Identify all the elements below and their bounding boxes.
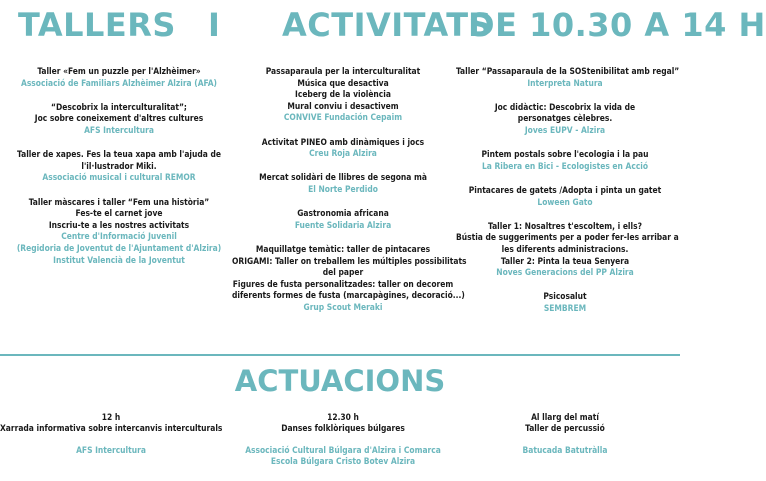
organizer-name: Loween Gato xyxy=(537,196,593,207)
organizer-name: SEMBREM xyxy=(543,302,587,313)
activity-text: Taller «Fem un puzzle per l'Alzhèimer» xyxy=(37,66,201,76)
activity-text: “Descobrix la interculturalitat”; xyxy=(51,101,187,112)
activity-text: Música que desactiva xyxy=(297,77,389,88)
activity-block xyxy=(8,102,230,137)
activity-text: Pintem postals sobre l'ecologia i la pau xyxy=(481,149,649,160)
activity-text: Fes-te el carnet jove xyxy=(75,208,163,219)
actuacio-description: Xarrada informativa sobre intercanvis interculturals xyxy=(0,423,223,433)
activity-block xyxy=(456,185,674,208)
actuacions-title: ACTUACIONS xyxy=(234,364,446,398)
organizer-name: Noves Generacions del PP Alzira xyxy=(496,267,634,278)
activity-text: l'il·lustrador Miki. xyxy=(81,160,157,171)
activity-text: personatges cèlebres. xyxy=(517,113,613,124)
activity-text: Taller 2: Pinta la teua Senyera xyxy=(500,255,630,266)
activity-block xyxy=(456,66,680,89)
organizer-name: Joves EUPV - Alzira xyxy=(524,124,606,135)
organizer-name: El Norte Perdido xyxy=(308,183,378,194)
organizer-name: Escola Búlgara Cristo Botev Alzira xyxy=(270,456,416,466)
activity-block xyxy=(456,291,674,314)
title-word-schedule: DE 10.30 A 14 H xyxy=(468,6,766,44)
activity-text: del paper xyxy=(322,267,364,278)
activity-block xyxy=(232,66,454,124)
organizer-name: Interpreta Natura xyxy=(527,77,603,88)
activity-block xyxy=(232,243,467,314)
organizer-name: Fuente Solidaria Alzira xyxy=(294,219,392,230)
organizer-name: AFS Intercultura xyxy=(76,445,146,455)
activity-text: Joc sobre coneixement d'altres cultures xyxy=(34,113,204,124)
activity-text: Gastronomia africana xyxy=(297,208,389,219)
activity-text: Taller 1: Nosaltres t'escoltem, i ells? xyxy=(488,220,642,231)
title-word-i: I xyxy=(208,6,221,44)
actuacio-time: Al llarg del matí xyxy=(531,412,599,422)
tallers-column-1 xyxy=(8,66,230,279)
activity-text: Joc didàctic: Descobrix la vida de xyxy=(494,101,636,112)
organizer-name: Batucada Batutràlla xyxy=(522,445,608,455)
activity-block xyxy=(8,197,230,267)
organizer-name: Centre d'Informació Juvenil xyxy=(61,231,177,242)
activity-text: Taller de xapes. Fes la teua xapa amb l'ajuda de xyxy=(17,149,221,160)
activity-text: Taller “Passaparaula de la SOStenibilitat amb regal” xyxy=(456,66,680,76)
organizer-name: Associació musical i cultural REMOR xyxy=(42,172,196,183)
activity-text: Mercat solidàri de llibres de segona mà xyxy=(259,172,427,183)
activity-block xyxy=(232,137,454,160)
section-divider xyxy=(0,354,680,356)
actuacio-item-3 xyxy=(456,412,674,456)
activity-text: Psicosalut xyxy=(543,291,587,302)
activity-block xyxy=(8,149,230,184)
activity-text: Inscriu-te a les nostres activitats xyxy=(48,219,190,230)
activity-block xyxy=(456,149,674,172)
activity-block xyxy=(232,208,454,231)
title-word-tallers: TALLERS xyxy=(18,6,176,44)
activity-text: ORIGAMI: Taller on treballem les múltiples possibilitats xyxy=(232,255,467,266)
activity-text: Mural conviu i desactivem xyxy=(287,100,399,111)
actuacio-time: 12 h xyxy=(101,412,121,422)
tallers-column-3 xyxy=(456,66,680,327)
actuacio-description: Danses folklòriques búlgares xyxy=(281,423,405,433)
actuacio-item-2 xyxy=(232,412,454,467)
organizer-name: Grup Scout Meraki xyxy=(303,301,383,312)
page-title xyxy=(0,6,766,50)
title-word-activitats: ACTIVITATS xyxy=(282,6,493,44)
organizer-name: CONVIVE Fundación Cepaim xyxy=(283,112,403,123)
spacer xyxy=(456,434,674,445)
organizer-name: (Regidoria de Joventut de l'Ajuntament d'Alzira) xyxy=(16,242,222,253)
activity-text: Taller màscares i taller “Fem una història” xyxy=(28,196,210,207)
activity-text: Activitat PINEO amb dinàmiques i jocs xyxy=(261,136,425,147)
activity-text: Maquillatge temàtic: taller de pintacares xyxy=(255,243,431,254)
activity-block xyxy=(456,102,674,137)
organizer-name: Associació de Familiars Alzhèimer Alzira (AFA) xyxy=(20,77,217,88)
activity-text: Bústia de suggeriments per a poder fer-les arribar a xyxy=(456,232,679,243)
actuacio-time: 12.30 h xyxy=(327,412,359,422)
organizer-name: AFS Intercultura xyxy=(84,124,154,135)
actuacio-description: Taller de percussió xyxy=(525,423,605,433)
organizer-name: Institut Valencià de la Joventut xyxy=(53,254,185,265)
actuacio-item-1 xyxy=(0,412,222,456)
activity-block xyxy=(456,220,679,279)
tallers-column-2 xyxy=(232,66,467,326)
spacer xyxy=(232,434,454,445)
activity-text: Iceberg de la violència xyxy=(295,89,391,100)
organizer-name: La Ribera en Bici - Ecologistes en Acció xyxy=(481,160,649,171)
activity-text: les diferents administracions. xyxy=(501,243,629,254)
activity-block xyxy=(8,66,230,89)
activity-text: Figures de fusta personalitzades: taller on decorem xyxy=(232,278,454,289)
spacer xyxy=(0,434,222,445)
organizer-name: Associació Cultural Búlgara d'Alzira i Comarca xyxy=(245,445,441,455)
activity-text: Pintacares de gatets /Adopta i pinta un gatet xyxy=(468,184,662,195)
organizer-name: Creu Roja Alzira xyxy=(309,148,377,159)
activity-text: Passaparaula per la interculturalitat xyxy=(265,66,421,76)
activity-text: diferents formes de fusta (marcapàgines, decoració...) xyxy=(232,290,465,301)
activity-block xyxy=(232,172,454,195)
